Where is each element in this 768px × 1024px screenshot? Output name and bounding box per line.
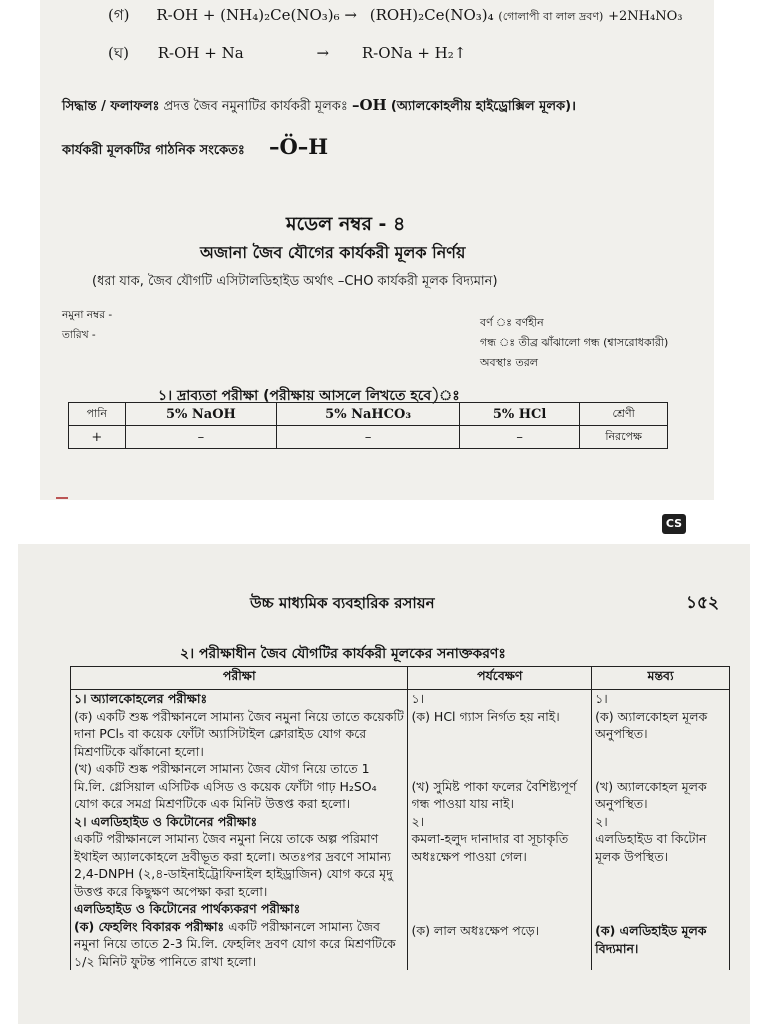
conclusion-text: প্রদত্ত জৈব নমুনাটির কার্যকরী মূলকঃ: [163, 99, 348, 114]
test-cell: [71, 900, 408, 970]
reaction-ga: [108, 4, 682, 29]
date-field: তারিখ -: [62, 329, 96, 341]
test-step: একটি পরীক্ষানলে সামান্য জৈব নমুনা নিয়ে তাতে 2-3 মি.লি. ফেহলিং দ্রবণ যোগ করে মিশ্রণটিকে ১/২ মিনিট ফুটন্ত পানিতে রাখা হলো।: [74, 918, 396, 969]
conclusion-label: সিদ্ধান্ত / ফলাফলঃ: [62, 99, 160, 114]
structure-label: কার্যকরী মূলকটির গাঠনিক সংকেতঃ: [62, 143, 245, 158]
table-cell: –: [459, 426, 579, 449]
reaction-gha: [108, 42, 466, 67]
structural-formula: –Ö–H: [269, 134, 329, 159]
property-color: বর্ণ ঃ বর্ণহীন: [480, 316, 544, 329]
property-odor: গন্ধ ঃ তীব্র ঝাঁঝালো গন্ধ (শ্বাসরোধকারী): [480, 336, 669, 349]
test-step: (ক) একটি শুষ্ক পরীক্ষানলে সামান্য জৈব নমুনা নিয়ে তাতে কয়েকটি দানা PCl₅ বা কয়েক ফোঁটা অ্যাসিটাইল ক্লোরাইড যোগ করে মিশ্রণটিকে ঝাঁকানো হলো।: [74, 708, 404, 759]
table-cell: নিরপেক্ষ: [580, 426, 668, 449]
remark-cell: [592, 690, 730, 813]
reaction-rhs: (ROH)₂Ce(NO₃)₄: [369, 6, 494, 24]
reaction-tail: +2NH₄NO₃: [608, 9, 683, 24]
test-step: একটি পরীক্ষানলে সামান্য জৈব নমুনা নিয়ে তাকে অল্প পরিমাণ ইথাইল অ্যালকোহলে দ্রবীভূত করা হলো। অতঃপর দ্রবণে সামান্য 2,4-DNPH (২,৪-ডাইনাইট্রোফিনাইল হাইড্রাজিন) যোগ করে মৃদু উত্তপ্ত করে কিছুক্ষণ অপেক্ষা করা হলো।: [74, 831, 393, 899]
reaction-label: (ঘ): [108, 44, 129, 62]
remark-text: (খ) অ্যালকোহল মূলক অনুপস্থিত।: [595, 778, 707, 811]
header-cell: 5% NaOH: [125, 403, 277, 426]
sample-number: নমুনা নম্বর -: [62, 309, 113, 321]
section-heading: ২। পরীক্ষাধীন জৈব যৌগটির কার্যকরী মূলকের সনাক্তকরণঃ: [180, 646, 506, 662]
table-cell: –: [125, 426, 277, 449]
test-cell: [71, 813, 408, 901]
row-number: ২।: [411, 813, 425, 829]
observation-text: কমলা-হলুদ দানাদার বা সূচাকৃতি অধঃক্ষেপ পাওয়া গেল।: [411, 831, 569, 864]
remark-cell: [592, 900, 730, 970]
observation-cell: [408, 900, 592, 970]
test-title: ১। অ্যালকোহলের পরীক্ষাঃ: [74, 691, 208, 706]
table-row: [71, 900, 730, 970]
structure-line: [62, 134, 328, 162]
remark-text: (ক) অ্যালকোহল মূলক অনুপস্থিত।: [595, 708, 708, 741]
observation-text: (ক) লাল অধঃক্ষেপ পড়ে।: [411, 923, 540, 938]
table-header-row: [69, 403, 668, 426]
test-cell: [71, 690, 408, 813]
header-cell: পর্যবেক্ষণ: [408, 667, 592, 690]
assumption-note: (ধরা যাক, জৈব যৌগটি এসিটালডিহাইড অর্থাৎ –CHO কার্যকরী মূলক বিদ্যমান): [92, 274, 498, 289]
row-number: ২।: [595, 813, 608, 829]
solubility-table: [68, 402, 668, 449]
table-row: [69, 426, 668, 449]
identification-table: [70, 666, 730, 970]
model-title: মডেল নম্বর - ৪: [286, 213, 406, 235]
observation-text: (ক) HCl গ্যাস নির্গত হয় নাই।: [411, 708, 560, 724]
conclusion-line: [62, 96, 576, 118]
reaction-arrow: →: [316, 44, 330, 62]
test-title: ২। এলডিহাইড ও কিটোনের পরীক্ষাঃ: [74, 813, 258, 829]
reaction-rhs: R-ONa + H₂↑: [361, 44, 467, 62]
header-cell: 5% NaHCO₃: [277, 403, 460, 426]
table-row: [71, 813, 730, 901]
table-header-row: [71, 667, 730, 690]
remark-text: (ক) এলডিহাইড মূলক বিদ্যমান।: [595, 923, 707, 956]
reaction-lhs: R-OH + (NH₄)₂Ce(NO₃)₆ →: [156, 6, 357, 24]
row-number: ১।: [411, 691, 425, 706]
reaction-lhs: R-OH + Na: [157, 44, 244, 62]
header-cell: পরীক্ষা: [71, 667, 408, 690]
solubility-heading: ১। দ্রাব্যতা পরীক্ষা (পরীক্ষায় আসলে লিখতে হবে)ঃ: [158, 388, 460, 404]
header-cell: শ্রেণী: [580, 403, 668, 426]
observation-text: (খ) সুমিষ্ট পাকা ফলের বৈশিষ্ট্যপূর্ণ গন্ধ পাওয়া যায় নাই।: [411, 778, 577, 811]
table-row: [71, 690, 730, 813]
header-cell: 5% HCl: [459, 403, 579, 426]
scanner-badge-icon: CS: [662, 514, 686, 534]
page-number: ১৫২: [686, 593, 720, 613]
test-subtitle: (ক) ফেহলিং বিকারক পরীক্ষাঃ: [74, 918, 225, 934]
reaction-label: (গ): [108, 6, 130, 24]
reaction-note: (গোলাপী বা লাল দ্রবণ): [498, 10, 604, 23]
margin-mark: [56, 497, 68, 499]
remark-text: এলডিহাইড বা কিটোন মূলক উপস্থিত।: [595, 831, 707, 864]
conclusion-note: (অ্যালকোহলীয় হাইড্রোক্সিল মূলক)।: [390, 99, 577, 114]
remark-cell: [592, 813, 730, 901]
table-cell: +: [69, 426, 126, 449]
header-cell: পানি: [69, 403, 126, 426]
running-header: উচ্চ মাধ্যমিক ব্যবহারিক রসায়ন: [250, 594, 435, 612]
row-number: ১।: [595, 691, 608, 706]
observation-cell: [408, 813, 592, 901]
header-cell: মন্তব্য: [592, 667, 730, 690]
observation-cell: [408, 690, 592, 813]
table-cell: –: [277, 426, 460, 449]
page-subtitle: অজানা জৈব যৌগের কার্যকরী মূলক নির্ণয়: [200, 243, 466, 262]
test-step: (খ) একটি শুষ্ক পরীক্ষানলে সামান্য জৈব যৌগ নিয়ে তাতে 1 মি.লি. গ্লেসিয়াল এসিটিক এসিড ও কয়েক ফোঁটা গাঢ় H₂SO₄ যোগ করে সমগ্র মিশ্রণটিকে এক মিনিট উত্তপ্ত করা হলো।: [74, 761, 377, 811]
property-state: অবস্থাঃ তরল: [480, 356, 538, 369]
test-title: এলডিহাইড ও কিটোনের পার্থক্যকরণ পরীক্ষাঃ: [74, 901, 301, 916]
functional-group: –OH: [351, 96, 387, 114]
